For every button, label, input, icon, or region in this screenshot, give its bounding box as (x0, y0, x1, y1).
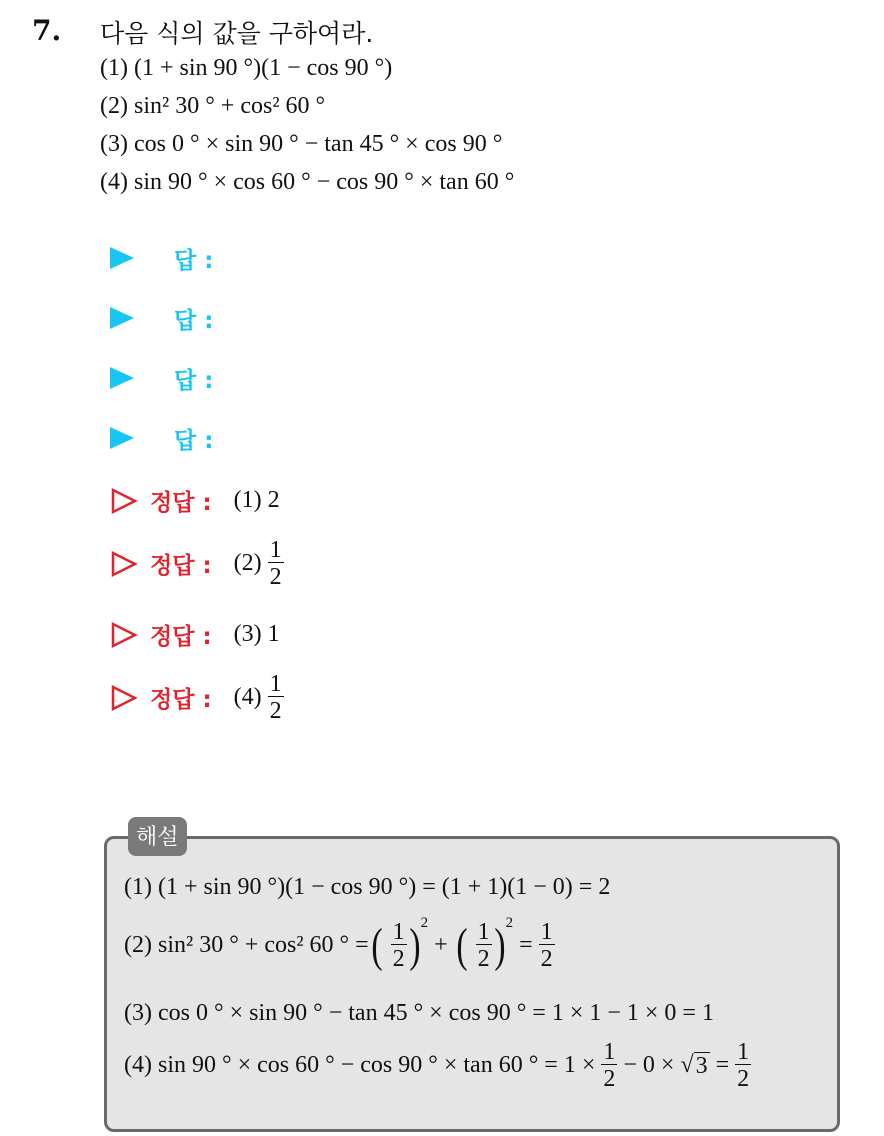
correct-answer-value (234, 621, 280, 648)
explanation-tag: 해설 (128, 817, 187, 856)
sub-question-1: (1) (1 + sin 90 °)(1 − cos 90 °) (100, 55, 393, 81)
explanation-line-2 (124, 915, 555, 972)
sub-question-2: (2) sin² 30 ° + cos² 60 ° (100, 93, 326, 119)
play-triangle-icon (110, 427, 134, 449)
expression: (2) sin² 30 ° + cos² 60 ° = (124, 932, 369, 958)
correct-answer-label: 정답 : (150, 553, 212, 579)
radicand: 3 (695, 1052, 708, 1079)
answer-row-1[interactable] (110, 241, 213, 275)
sub-question-3: (3) cos 0 ° × sin 90 ° − tan 45 ° × cos 90 ° (100, 131, 503, 157)
equals-sign: = (519, 932, 533, 958)
fraction: $\frac{1}{2}$ (392, 919, 405, 972)
question-title: 다음 식의 값을 구하여라. (100, 19, 374, 48)
answer-label: 답 : (174, 427, 214, 454)
answer-row-3[interactable] (110, 361, 213, 395)
correct-answer-value (234, 672, 284, 723)
square-root (680, 1052, 709, 1080)
correct-answer-value (234, 538, 284, 589)
fraction (268, 538, 284, 589)
correct-answer-label: 정답 : (150, 687, 212, 713)
equals-sign: = (715, 1052, 730, 1078)
answer-row-2[interactable] (110, 301, 213, 335)
answer-number: 1 (267, 621, 280, 647)
answer-index: (3) (233, 621, 262, 647)
answer-index: (1) (233, 487, 262, 513)
play-triangle-icon (110, 367, 134, 389)
explanation-line-3: (3) cos 0 ° × sin 90 ° − tan 45 ° × cos 90 ° = 1 × 1 − 1 × 0 = 1 (124, 1000, 714, 1026)
play-triangle-icon (110, 247, 134, 269)
correct-answer-2 (110, 538, 284, 589)
fraction: $\frac{1}{2}$ (603, 1039, 616, 1092)
outline-triangle-icon (110, 487, 138, 515)
parenthesized-fraction: ( $\frac{1}{2}$ ) 2 (371, 915, 429, 972)
correct-answer-label: 정답 : (150, 490, 212, 516)
question-number: 7. (32, 14, 62, 47)
correct-answer-label: 정답 : (150, 624, 212, 650)
fraction: $\frac{1}{2}$ (477, 919, 490, 972)
exponent: 2 (505, 915, 514, 931)
answer-index: (2) (233, 550, 262, 576)
answer-label: 답 : (174, 367, 214, 394)
radical-sign: √ (680, 1052, 694, 1078)
answer-label: 답 : (174, 247, 214, 274)
fraction: $\frac{1}{2}$ (737, 1039, 750, 1092)
exponent: 2 (420, 915, 429, 931)
answer-number: 2 (267, 487, 280, 513)
answer-index: (4) (233, 684, 262, 710)
parenthesized-fraction: ( $\frac{1}{2}$ ) 2 (456, 915, 514, 972)
correct-answer-4 (110, 672, 284, 723)
explanation-line-1: (1) (1 + sin 90 °)(1 − cos 90 °) = (1 + 1)(1 − 0) = 2 (124, 874, 611, 900)
sub-question-4: (4) sin 90 ° × cos 60 ° − cos 90 ° × tan 60 ° (100, 169, 515, 195)
correct-answer-value (234, 487, 280, 514)
fraction: $\frac{1}{2}$ (540, 919, 553, 972)
outline-triangle-icon (110, 684, 138, 712)
answer-label: 답 : (174, 307, 214, 334)
explanation-line-4 (124, 1040, 751, 1091)
expression: (4) sin 90 ° × cos 60 ° − cos 90 ° × tan 60 ° = 1 × (124, 1052, 596, 1078)
answer-row-4[interactable] (110, 421, 213, 455)
numerator: 1 (269, 671, 282, 697)
numerator: 1 (269, 537, 282, 563)
outline-triangle-icon (110, 621, 138, 649)
fraction (268, 672, 284, 723)
correct-answer-3 (110, 618, 280, 651)
denominator: 2 (269, 698, 282, 724)
play-triangle-icon (110, 307, 134, 329)
expression: − 0 × (623, 1052, 675, 1078)
plus-sign: + (434, 932, 448, 958)
outline-triangle-icon (110, 550, 138, 578)
denominator: 2 (269, 564, 282, 590)
correct-answer-1 (110, 484, 280, 517)
